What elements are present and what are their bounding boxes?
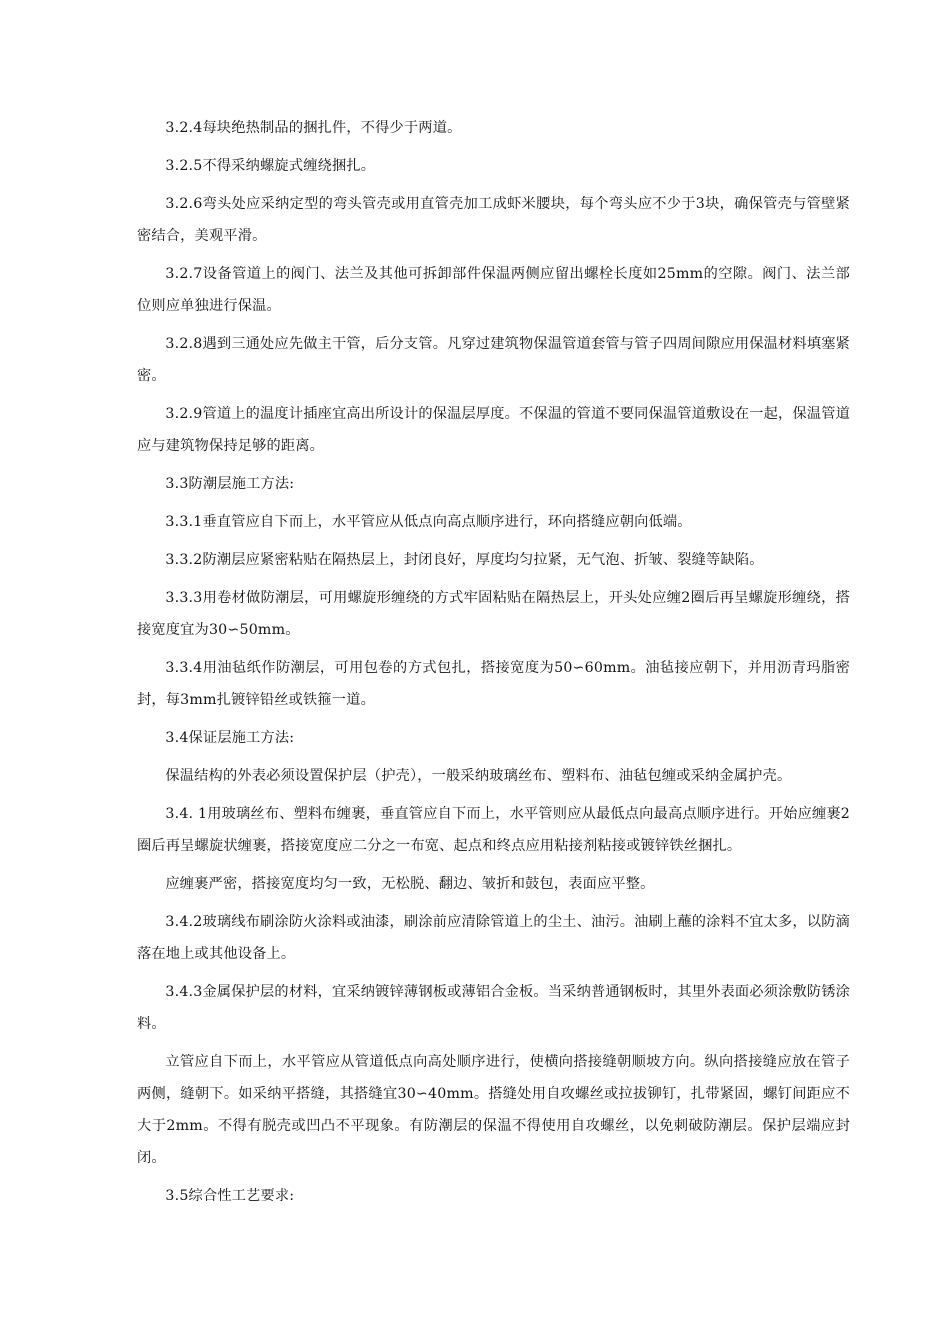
- paragraph-3-2-6: 3.2.6弯头处应采纳定型的弯头管壳或用直管壳加工成虾米腰块，每个弯头应不少于3块，确保管壳与管壁紧密结合，美观平滑。: [137, 196, 850, 244]
- paragraph-3-3-2: 3.3.2防潮层应紧密粘贴在隔热层上，封闭良好，厚度均匀拉紧，无气泡、折皱、裂缝等缺陷。: [165, 552, 764, 568]
- paragraph-vertical-pipe-method: 立管应自下而上，水平管应从管道低点向高处顺序进行，使横向搭接缝朝顺坡方向。纵向搭接缝应放在管子两侧，缝朝下。如采纳平搭缝，其搭缝宜30∽40mm。搭缝处用自攻螺丝或拉拔铆钉，扎带紧固，螺钉间距应不大于2mm。不得有脱壳或凹凸不平现象。有防潮层的保温不得使用自攻螺丝，以免刺破防潮层。保护层端应封闭。: [137, 1054, 850, 1166]
- document-body: [137, 112, 850, 1218]
- paragraph-3-4-3: 3.4.3金属保护层的材料，宜采纳镀锌薄钢板或薄铝合金板。当采纳普通钢板时，其里外表面必须涂敷防锈涂料。: [137, 984, 850, 1032]
- paragraph-3-2-8: 3.2.8遇到三通处应先做主干管，后分支管。凡穿过建筑物保温管道套管与管子四周间隙应用保温材料填塞紧密。: [137, 336, 850, 384]
- heading-3-3: 3.3防潮层施工方法:: [165, 476, 295, 492]
- paragraph-protective-layer-intro: 保温结构的外表必须设置保护层（护壳），一般采纳玻璃丝布、塑料布、油毡包缠或采纳金属护壳。: [165, 768, 792, 784]
- paragraph-3-2-4: 3.2.4每块绝热制品的捆扎件，不得少于两道。: [165, 120, 462, 136]
- heading-3-5: 3.5综合性工艺要求:: [165, 1188, 295, 1204]
- paragraph-3-3-1: 3.3.1垂直管应自下而上，水平管应从低点向高点顺序进行，环向搭缝应朝向低端。: [165, 514, 692, 530]
- heading-3-4: 3.4保证层施工方法:: [165, 730, 295, 746]
- paragraph-3-4-1: 3.4. 1用玻璃丝布、塑料布缠裹，垂直管应自下而上，水平管则应从最低点向最高点顺序进行。开始应缠裹2圈后再呈螺旋状缠裹，搭接宽度应二分之一布宽、起点和终点应用粘接剂粘接或镀锌铁丝捆扎。: [137, 806, 850, 854]
- paragraph-3-2-9: 3.2.9管道上的温度计插座宜高出所设计的保温层厚度。不保温的管道不要同保温管道敷设在一起，保温管道应与建筑物保持足够的距离。: [137, 406, 850, 454]
- paragraph-3-3-4: 3.3.4用油毡纸作防潮层，可用包卷的方式包扎，搭接宽度为50∽60mm。油毡接应朝下，并用沥青玛脂密封，每3mm扎镀锌铅丝或铁箍一道。: [137, 660, 850, 708]
- paragraph-3-3-3: 3.3.3用卷材做防潮层，可用螺旋形缠绕的方式牢固粘贴在隔热层上，开头处应缠2圈后再呈螺旋形缠绕，搭接宽度宜为30∽50mm。: [137, 590, 850, 638]
- paragraph-3-2-5: 3.2.5不得采纳螺旋式缠绕捆扎。: [165, 158, 376, 174]
- paragraph-3-2-7: 3.2.7设备管道上的阀门、法兰及其他可拆卸部件保温两侧应留出螺栓长度如25mm的空隙。阀门、法兰部位则应单独进行保温。: [137, 266, 850, 314]
- paragraph-3-4-2: 3.4.2玻璃线布刷涂防火涂料或油漆，刷涂前应清除管道上的尘土、油污。油刷上蘸的涂料不宜太多，以防滴落在地上或其他设备上。: [137, 914, 850, 962]
- paragraph-wrapping-requirement: 应缠裹严密，搭接宽度均匀一致，无松脱、翻边、皱折和鼓包，表面应平整。: [165, 876, 655, 892]
